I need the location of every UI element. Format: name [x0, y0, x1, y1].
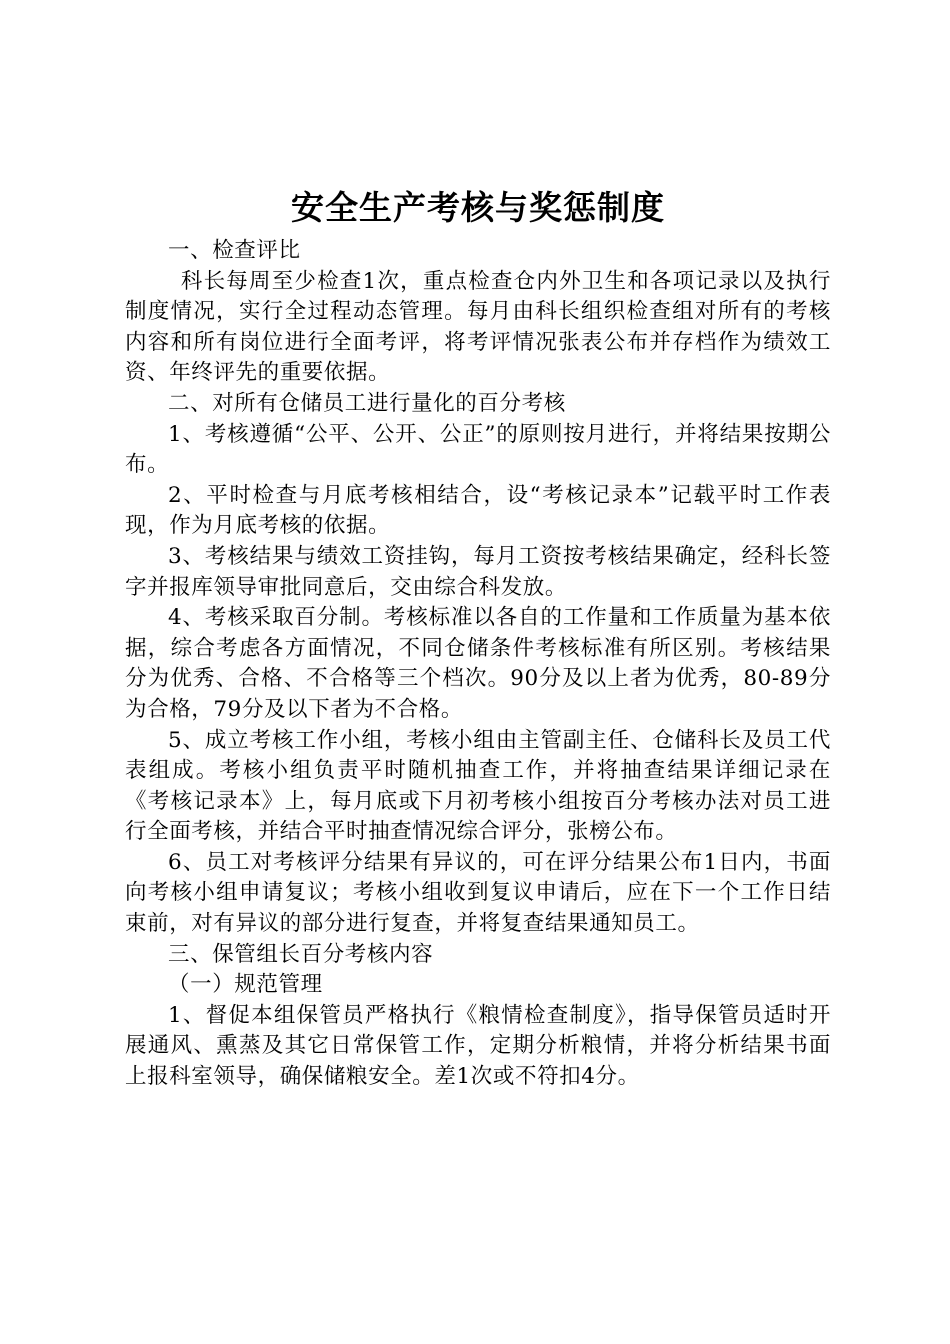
list-item-assessment-1: 1、考核遵循“公平、公开、公正”的原则按月进行，并将结果按期公布。: [125, 421, 831, 478]
list-item-assessment-3: 3、考核结果与绩效工资挂钩，每月工资按考核结果确定，经科长签字并报库领导审批同意后，交由综合科发放。: [125, 543, 831, 600]
section-heading-group-leader: 三、保管组长百分考核内容: [168, 941, 434, 967]
list-item-management-1: 1、督促本组保管员严格执行《粮情检查制度》，指导保管员适时开展通风、熏蒸及其它日常保管工作，定期分析粮情，并将分析结果书面上报科室领导，确保储粮安全。差1次或不符扣4分。: [125, 1002, 831, 1090]
list-item-assessment-6: 6、员工对考核评分结果有异议的，可在评分结果公布1日内，书面向考核小组申请复议；考核小组收到复议申请后，应在下一个工作日结束前，对有异议的部分进行复查，并将复查结果通知员工。: [125, 849, 831, 937]
list-item-assessment-2: 2、平时检查与月底考核相结合，设“考核记录本”记载平时工作表现，作为月底考核的依据。: [125, 482, 831, 539]
document-title: 安全生产考核与奖惩制度: [291, 188, 665, 227]
document-page: [125, 180, 831, 1093]
section-heading-inspection: 一、检查评比: [168, 238, 301, 263]
section-heading-quantified-assessment: 二、对所有仓储员工进行量化的百分考核: [168, 390, 566, 416]
list-item-assessment-4: 4、考核采取百分制。考核标准以各自的工作量和工作质量为基本依据，综合考虑各方面情况，不同仓储条件考核标准有所区别。考核结果分为优秀、合格、不合格等三个档次。90分及以上者为优秀，80-89分为合格，79分及以下者为不合格。: [125, 605, 831, 722]
paragraph-inspection-body: 科长每周至少检查1次，重点检查仓内外卫生和各项记录以及执行制度情况，实行全过程动态管理。每月由科长组织检查组对所有的考核内容和所有岗位进行全面考评，将考评情况张表公布并存档作为绩效工资、年终评先的重要依据。: [125, 268, 831, 386]
subsection-heading-standard-management: （一）规范管理: [168, 972, 323, 998]
list-item-assessment-5: 5、成立考核工作小组，考核小组由主管副主任、仓储科长及员工代表组成。考核小组负责平时随机抽查工作，并将抽查结果详细记录在《考核记录本》上，每月底或下月初考核小组按百分考核办法对员工进行全面考核，并结合平时抽查情况综合评分，张榜公布。: [125, 727, 831, 845]
